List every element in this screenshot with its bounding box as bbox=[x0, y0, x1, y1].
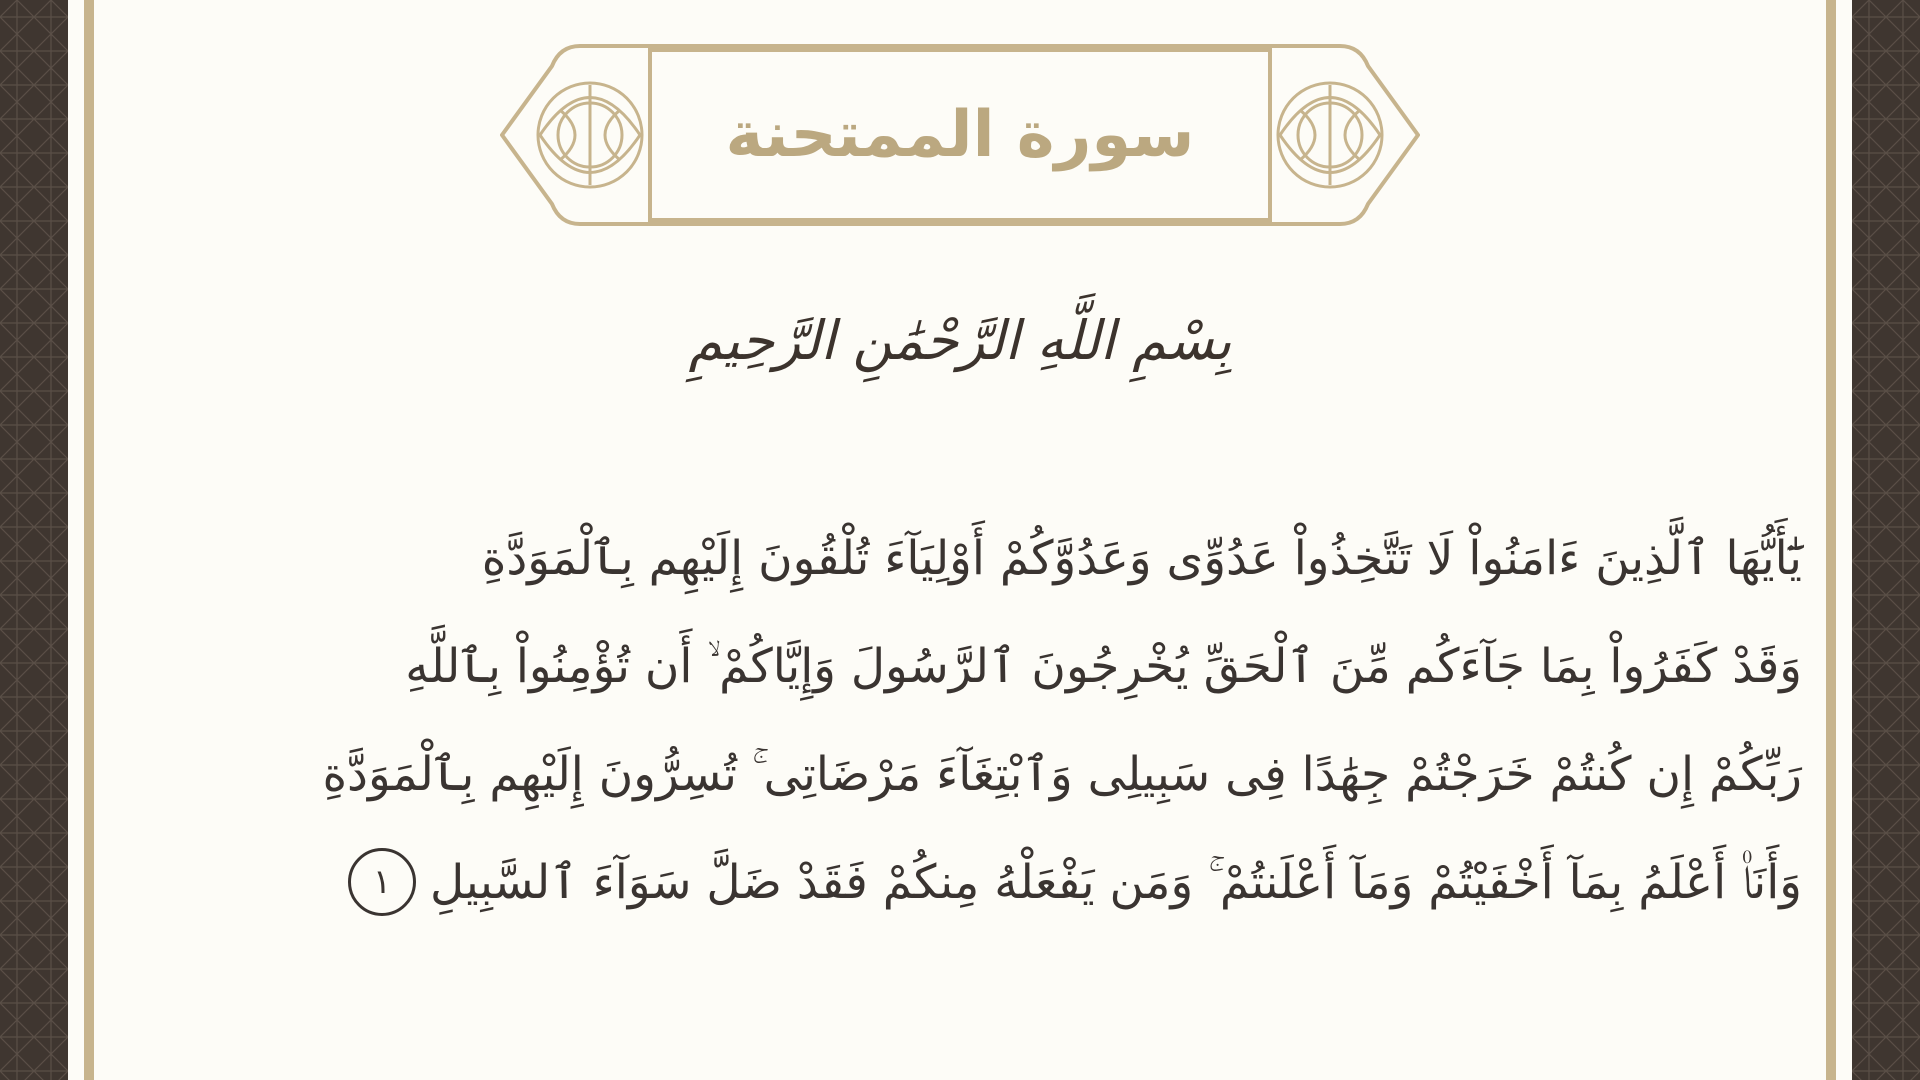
verse-line: وَقَدْ كَفَرُواْ بِمَا جَآءَكُم مِّنَ ٱلْحَقِّ يُخْرِجُونَ ٱلرَّسُولَ وَإِيَّاكُمْ ۙ أَن تُؤْمِنُواْ بِٱللَّهِ bbox=[405, 639, 1802, 694]
basmala-calligraphy: بِسْمِ اللَّهِ الرَّحْمَٰنِ الرَّحِيمِ bbox=[688, 308, 1232, 372]
paper-margin-left bbox=[68, 0, 84, 1080]
right-ornamental-border bbox=[1852, 0, 1920, 1080]
verse-text bbox=[190, 505, 1802, 937]
surah-title: سورة الممتحنة bbox=[725, 98, 1195, 172]
ayah-number-marker: ١ bbox=[348, 848, 416, 916]
gold-rule-right bbox=[1826, 0, 1836, 1080]
gold-rule-left bbox=[84, 0, 94, 1080]
left-ornamental-border bbox=[0, 0, 68, 1080]
verse-line bbox=[190, 829, 1802, 937]
verse-line-text: وَأَنَا۠ أَعْلَمُ بِمَآ أَخْفَيْتُمْ وَمَآ أَعْلَنتُمْ ۚ وَمَن يَفْعَلْهُ مِنكُمْ فَقَدْ ضَلَّ سَوَآءَ ٱلسَّبِيلِ bbox=[429, 855, 1802, 910]
verse-line: يَٰٓأَيُّهَا ٱلَّذِينَ ءَامَنُواْ لَا تَتَّخِذُواْ عَدُوِّى وَعَدُوَّكُمْ أَوْلِيَآءَ تُلْقُونَ إِلَيْهِم بِٱلْمَوَدَّةِ bbox=[481, 531, 1802, 586]
verse-line: رَبِّكُمْ إِن كُنتُمْ خَرَجْتُمْ جِهَٰدًا فِى سَبِيلِى وَٱبْتِغَآءَ مَرْضَاتِى ۚ تُسِرُّونَ إِلَيْهِم بِٱلْمَوَدَّةِ bbox=[322, 747, 1802, 802]
paper-margin-right bbox=[1836, 0, 1852, 1080]
surah-title-frame bbox=[500, 40, 1420, 230]
